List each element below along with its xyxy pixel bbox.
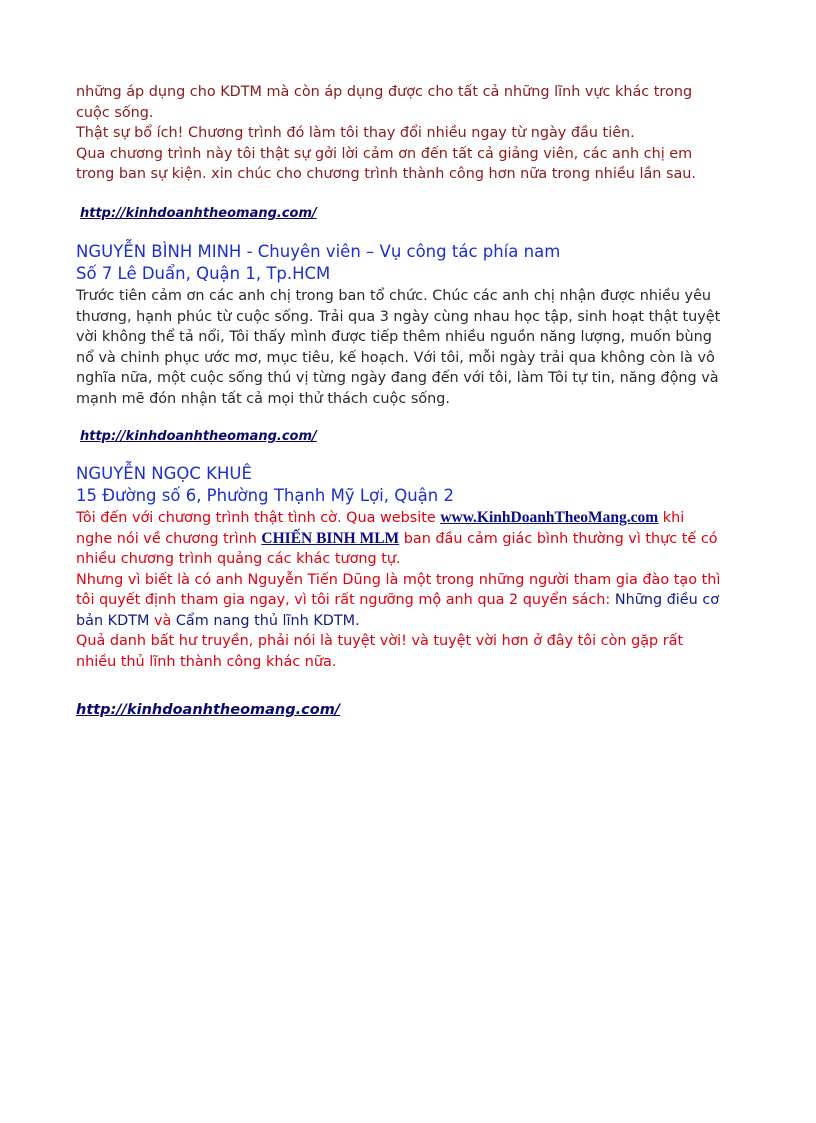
program-link[interactable]: CHIẾN BINH MLM <box>261 529 400 547</box>
body-line: Nhưng vì biết là có anh Nguyễn Tiến Dũng là một trong những người tham gia đào tạo thì <box>76 571 721 588</box>
author-name: NGUYỄN NGỌC KHUÊ <box>76 464 252 483</box>
book-title: Cẩm nang thủ lĩnh KDTM. <box>175 612 360 629</box>
testimonial-section-3 <box>76 463 756 672</box>
body-line: nghĩa nữa, một cuộc sống thú vị từng ngày đang đến với tôi, làm Tôi tự tin, năng động và <box>76 370 719 386</box>
body-line: cuộc sống. <box>76 104 154 121</box>
body-line: nghe nói về chương trình CHIẾN BINH MLM ban đầu cảm giác bình thường vì thực tế có <box>76 529 718 547</box>
body-line: nổ và chinh phục ước mơ, mục tiêu, kế hoạch. Với tôi, mỗi ngày trải qua không còn là vô <box>76 349 715 366</box>
body-line: Trước tiên cảm ơn các anh chị trong ban tổ chức. Chúc các anh chị nhận được nhiều yêu <box>76 288 712 304</box>
book-title: bản KDTM <box>76 612 150 629</box>
body-line: Qua chương trình này tôi thật sự gởi lời cảm ơn đến tất cả giảng viên, các anh chị em <box>76 145 693 162</box>
author-name: NGUYỄN BÌNH MINH - Chuyên viên – Vụ công tác phía nam <box>76 242 561 261</box>
body-line: thương, hạnh phúc từ cuộc sống. Trải qua 3 ngày cùng nhau học tập, sinh hoạt thật tuyệt <box>76 308 721 325</box>
body-line: Thật sự bổ ích! Chương trình đó làm tôi thay đổi nhiều ngay từ ngày đầu tiên. <box>76 125 635 141</box>
website-link[interactable]: http://kinhdoanhtheomang.com/ <box>80 206 317 221</box>
website-inline-link[interactable]: www.KinhDoanhTheoMang.com <box>440 509 659 526</box>
body-line: tôi quyết định tham gia ngay, vì tôi rất ngưỡng mộ anh qua 2 quyển sách: Những điều cơ <box>76 592 720 608</box>
book-title: Những điều cơ <box>614 592 720 608</box>
body-line: Quả danh bất hư truyền, phải nói là tuyệt vời! và tuyệt vời hơn ở đây tôi còn gặp rất <box>76 633 684 649</box>
testimonial-section-1 <box>76 82 756 185</box>
testimonial-section-2 <box>76 241 756 409</box>
body-line: mạnh mẽ đón nhận tất cả mọi thử thách cuộc sống. <box>76 390 450 407</box>
body-line: bản KDTM và Cẩm nang thủ lĩnh KDTM. <box>76 612 360 629</box>
website-link[interactable]: http://kinhdoanhtheomang.com/ <box>76 702 341 718</box>
author-address: 15 Đường số 6, Phường Thạnh Mỹ Lợi, Quận 2 <box>76 486 454 505</box>
body-line: trong ban sự kiện. xin chúc cho chương trình thành công hơn nữa trong nhiều lần sau. <box>76 166 696 182</box>
author-address: Số 7 Lê Duẩn, Quận 1, Tp.HCM <box>76 264 331 283</box>
body-line: nhiều thủ lĩnh thành công khác nữa. <box>76 653 337 670</box>
body-line: nhiều chương trình quảng các khác tương tự. <box>76 551 401 567</box>
body-line: Tôi đến với chương trình thật tình cờ. Qua website www.KinhDoanhTheoMang.com khi <box>76 509 685 526</box>
body-line: những áp dụng cho KDTM mà còn áp dụng được cho tất cả những lĩnh vực khác trong <box>76 84 693 100</box>
website-link[interactable]: http://kinhdoanhtheomang.com/ <box>80 429 317 444</box>
body-line: vời không thể tả nổi, Tôi thấy mình được tiếp thêm nhiều nguồn năng lượng, muốn bùng <box>76 329 712 345</box>
